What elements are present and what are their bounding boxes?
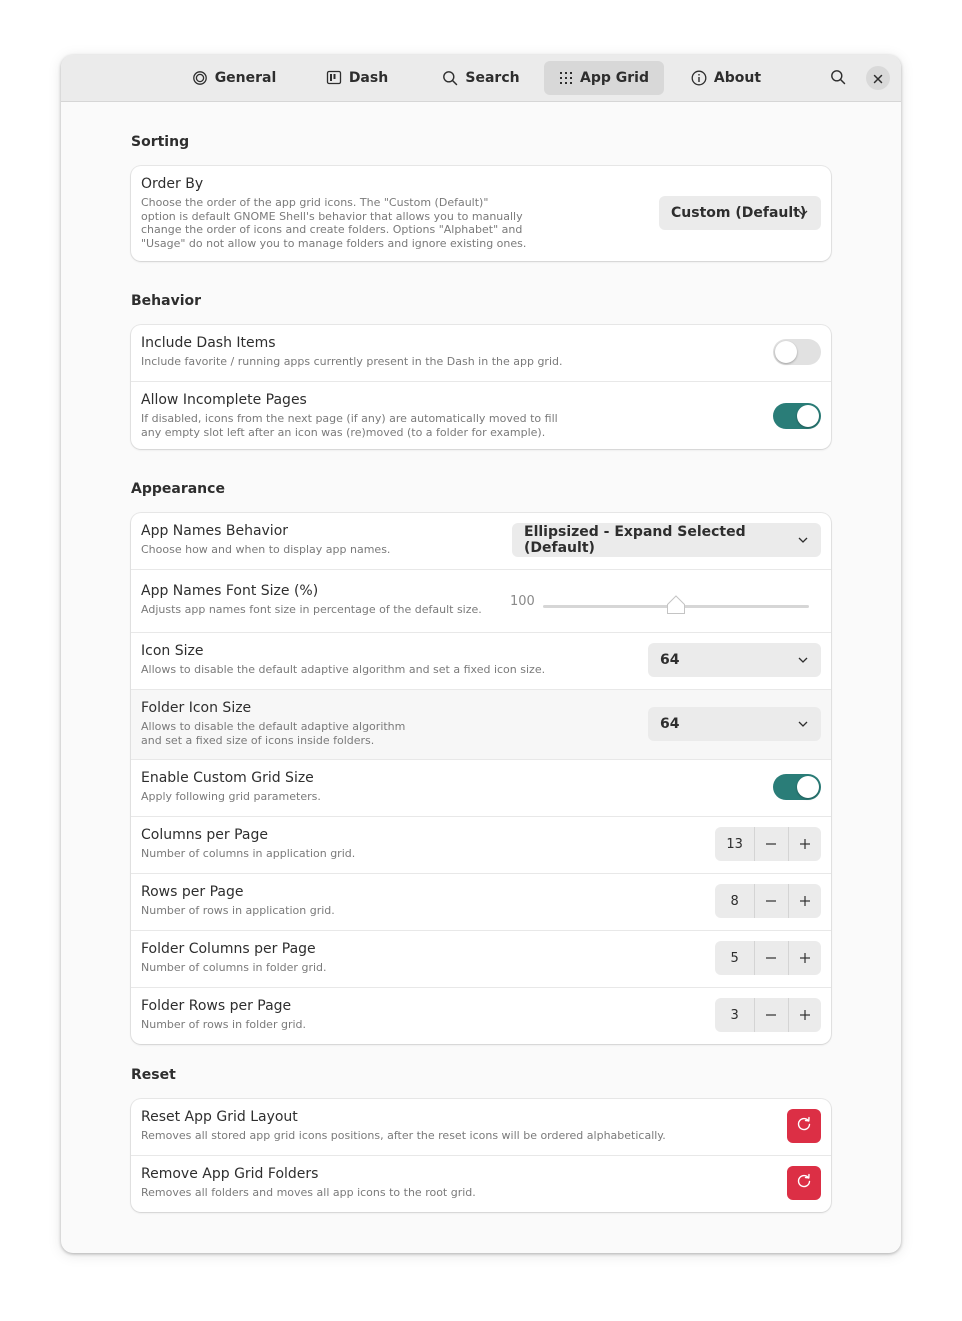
gear-icon [192,70,208,86]
tab-label: Search [465,70,520,86]
search-icon [830,69,846,89]
close-icon [873,69,883,88]
folder-rows-subtitle: Number of rows in folder grid. [141,1018,307,1031]
remove-folders-title: Remove App Grid Folders [141,1166,319,1182]
appearance-card [131,513,831,1044]
dropdown-value: 64 [660,716,680,732]
custom-grid-title: Enable Custom Grid Size [141,770,314,786]
folder-columns-decrement-button[interactable] [755,941,787,975]
include-dash-row [131,325,831,382]
names-behavior-dropdown[interactable] [512,523,821,557]
dropdown-value: Ellipsized - Expand Selected (Default) [524,524,746,556]
rows-value[interactable]: 8 [715,884,755,918]
dropdown-value: Custom (Default) [671,205,807,221]
chevron-down-icon [797,534,809,550]
columns-subtitle: Number of columns in application grid. [141,847,356,860]
dropdown-value: 64 [660,652,680,668]
include-dash-switch[interactable] [773,339,821,365]
tab-app-grid[interactable] [544,61,664,95]
chevron-down-icon [797,718,809,734]
chevron-down-icon [797,654,809,670]
folder-rows-spinbutton [715,998,821,1032]
tab-label: About [713,70,762,86]
incomplete-pages-switch[interactable] [773,403,821,429]
columns-decrement-button[interactable] [755,827,787,861]
folder-columns-increment-button[interactable] [788,941,821,975]
remove-folders-button[interactable] [787,1166,821,1200]
rows-subtitle: Number of rows in application grid. [141,904,335,917]
folder-icon-size-row [131,690,831,760]
switch-knob [797,405,819,427]
custom-grid-subtitle: Apply following grid parameters. [141,790,321,803]
header-bar [61,55,901,102]
tab-about[interactable] [679,61,773,95]
rows-increment-button[interactable] [788,884,821,918]
folder-rows-increment-button[interactable] [788,998,821,1032]
dash-icon [326,70,342,86]
folder-columns-subtitle: Number of columns in folder grid. [141,961,327,974]
icon-size-dropdown[interactable] [648,643,821,677]
section-title-behavior: Behavior [131,293,202,309]
plus-icon [799,892,811,911]
reset-layout-subtitle: Removes all stored app grid icons positions, after the reset icons will be ordered alphabetically. [141,1129,666,1142]
header-search-button[interactable] [826,67,850,91]
folder-columns-value[interactable]: 5 [715,941,755,975]
tab-search[interactable] [431,61,531,95]
font-size-row [131,570,831,633]
tab-label: Dash [348,70,389,86]
folder-rows-decrement-button[interactable] [755,998,787,1032]
icon-size-subtitle: Allows to disable the default adaptive algorithm and set a fixed icon size. [141,663,546,676]
incomplete-pages-title: Allow Incomplete Pages [141,392,307,408]
folder-icon-size-dropdown[interactable] [648,707,821,741]
folder-icon-size-subtitle: Allows to disable the default adaptive algorithm and set a fixed size of icons inside folders. [141,720,406,747]
remove-folders-row [131,1156,831,1212]
close-button[interactable] [866,66,890,90]
font-size-title: App Names Font Size (%) [141,583,319,599]
plus-icon [799,835,811,854]
sorting-card [131,166,831,261]
rows-title: Rows per Page [141,884,244,900]
search-icon [442,70,458,86]
preferences-window [61,55,901,1253]
reset-icon [796,1173,812,1193]
rows-decrement-button[interactable] [755,884,787,918]
folder-rows-row [131,988,831,1044]
chevron-down-icon [797,207,809,223]
tab-dash[interactable] [310,61,404,95]
section-title-reset: Reset [131,1067,176,1083]
minus-icon [765,892,777,911]
section-title-sorting: Sorting [131,134,190,150]
folder-rows-value[interactable]: 3 [715,998,755,1032]
order-by-subtitle: Choose the order of the app grid icons. The "Custom (Default)" option is default GNOME Shell's behavior that allows you to manually change the order of icons and create folders. Options "Alphabet" and "Usage" do not allow you to manage folders and ignore existing ones. [141,196,527,251]
custom-grid-switch[interactable] [773,774,821,800]
columns-row [131,817,831,874]
reset-layout-button[interactable] [787,1109,821,1143]
folder-columns-row [131,931,831,988]
columns-title: Columns per Page [141,827,268,843]
minus-icon [765,835,777,854]
folder-rows-title: Folder Rows per Page [141,998,292,1014]
columns-value[interactable]: 13 [715,827,755,861]
names-behavior-title: App Names Behavior [141,523,289,539]
plus-icon [799,1006,811,1025]
minus-icon [765,1006,777,1025]
tab-general[interactable] [184,61,284,95]
order-by-row [131,166,831,261]
plus-icon [799,949,811,968]
reset-layout-title: Reset App Grid Layout [141,1109,298,1125]
font-size-value-label: 100 [510,594,535,609]
section-title-appearance: Appearance [131,481,225,497]
info-icon [691,70,707,86]
custom-grid-row [131,760,831,817]
columns-spinbutton [715,827,821,861]
icon-size-row [131,633,831,690]
folder-columns-spinbutton [715,941,821,975]
app-grid-icon [559,71,573,85]
folder-columns-title: Folder Columns per Page [141,941,316,957]
names-behavior-subtitle: Choose how and when to display app names. [141,543,391,556]
remove-folders-subtitle: Removes all folders and moves all app icons to the root grid. [141,1186,476,1199]
order-by-title: Order By [141,176,204,192]
icon-size-title: Icon Size [141,643,204,659]
font-size-subtitle: Adjusts app names font size in percentage of the default size. [141,603,482,616]
include-dash-title: Include Dash Items [141,335,276,351]
incomplete-pages-row [131,382,831,449]
incomplete-pages-subtitle: If disabled, icons from the next page (if any) are automatically moved to fill any empty slot left after an icon was (re)moved (to a folder for example). [141,412,558,439]
order-by-dropdown[interactable] [659,196,821,230]
rows-spinbutton [715,884,821,918]
content-area [61,102,901,1253]
reset-card [131,1099,831,1212]
behavior-card [131,325,831,449]
columns-increment-button[interactable] [788,827,821,861]
tab-label: App Grid [580,70,649,86]
switch-knob [775,341,797,363]
tab-label: General [214,70,277,86]
switch-knob [797,776,819,798]
folder-icon-size-title: Folder Icon Size [141,700,252,716]
rows-row [131,874,831,931]
minus-icon [765,949,777,968]
reset-icon [796,1116,812,1136]
font-size-slider-handle[interactable] [666,595,686,615]
include-dash-subtitle: Include favorite / running apps currently present in the Dash in the app grid. [141,355,563,368]
names-behavior-row [131,513,831,570]
reset-layout-row [131,1099,831,1156]
